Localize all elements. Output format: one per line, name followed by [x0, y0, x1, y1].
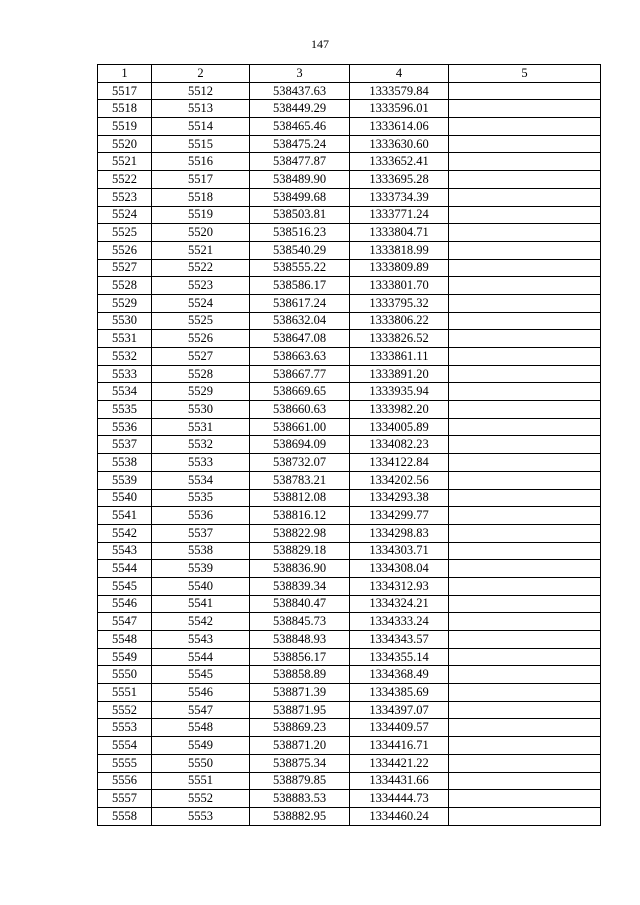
table-cell-col-4: 1333891.20 — [350, 365, 449, 383]
table-cell-col-3: 538499.68 — [250, 188, 350, 206]
table-cell-col-4: 1334082.23 — [350, 436, 449, 454]
table-cell-col-4: 1333806.22 — [350, 312, 449, 330]
table-cell-col-5 — [449, 135, 601, 153]
table-cell-col-4: 1333734.39 — [350, 188, 449, 206]
table-cell-col-2: 5539 — [152, 560, 250, 578]
table-cell-col-5 — [449, 259, 601, 277]
table-cell-col-3: 538816.12 — [250, 507, 350, 525]
table-cell-col-5 — [449, 560, 601, 578]
table-cell-col-1: 5546 — [98, 595, 152, 613]
table-row — [98, 241, 601, 259]
table-cell-col-4: 1333804.71 — [350, 224, 449, 242]
table-cell-col-5 — [449, 153, 601, 171]
table-cell-col-5 — [449, 595, 601, 613]
table-cell-col-5 — [449, 577, 601, 595]
table-cell-col-4: 1334343.57 — [350, 631, 449, 649]
table-cell-col-3: 538783.21 — [250, 471, 350, 489]
table-cell-col-3: 538660.63 — [250, 401, 350, 419]
table-cell-col-2: 5543 — [152, 631, 250, 649]
table-cell-col-4: 1334460.24 — [350, 807, 449, 825]
table-row — [98, 330, 601, 348]
table-cell-col-4: 1334298.83 — [350, 524, 449, 542]
table-row — [98, 118, 601, 136]
table-cell-col-5 — [449, 454, 601, 472]
table-cell-col-5 — [449, 82, 601, 100]
table-cell-col-1: 5539 — [98, 471, 152, 489]
table-cell-col-4: 1333596.01 — [350, 100, 449, 118]
table-cell-col-1: 5517 — [98, 82, 152, 100]
table-cell-col-3: 538882.95 — [250, 807, 350, 825]
table-cell-col-5 — [449, 754, 601, 772]
table-cell-col-2: 5521 — [152, 241, 250, 259]
table-cell-col-5 — [449, 365, 601, 383]
table-cell-col-5 — [449, 524, 601, 542]
header-row — [98, 65, 601, 83]
table-cell-col-3: 538869.23 — [250, 719, 350, 737]
table-cell-col-1: 5543 — [98, 542, 152, 560]
table-cell-col-4: 1334416.71 — [350, 737, 449, 755]
table-cell-col-2: 5516 — [152, 153, 250, 171]
table-cell-col-1: 5537 — [98, 436, 152, 454]
table-cell-col-5 — [449, 330, 601, 348]
table-cell-col-4: 1333982.20 — [350, 401, 449, 419]
table-cell-col-1: 5557 — [98, 790, 152, 808]
table-cell-col-4: 1333795.32 — [350, 294, 449, 312]
table-cell-col-5 — [449, 719, 601, 737]
table-cell-col-3: 538475.24 — [250, 135, 350, 153]
table-cell-col-2: 5517 — [152, 171, 250, 189]
table-cell-col-4: 1334299.77 — [350, 507, 449, 525]
table-cell-col-3: 538694.09 — [250, 436, 350, 454]
table-row — [98, 754, 601, 772]
table-cell-col-2: 5526 — [152, 330, 250, 348]
table-cell-col-4: 1333579.84 — [350, 82, 449, 100]
table-row — [98, 807, 601, 825]
table-cell-col-2: 5538 — [152, 542, 250, 560]
table-cell-col-4: 1333935.94 — [350, 383, 449, 401]
table-cell-col-2: 5546 — [152, 684, 250, 702]
table-row — [98, 188, 601, 206]
table-cell-col-4: 1333809.89 — [350, 259, 449, 277]
table-cell-col-2: 5549 — [152, 737, 250, 755]
table-row — [98, 436, 601, 454]
table-cell-col-1: 5540 — [98, 489, 152, 507]
table-cell-col-5 — [449, 206, 601, 224]
table-cell-col-3: 538555.22 — [250, 259, 350, 277]
header-cell-col-2: 2 — [152, 65, 250, 83]
table-cell-col-1: 5526 — [98, 241, 152, 259]
table-cell-col-5 — [449, 171, 601, 189]
table-cell-col-2: 5512 — [152, 82, 250, 100]
table-cell-col-3: 538845.73 — [250, 613, 350, 631]
table-cell-col-2: 5529 — [152, 383, 250, 401]
table-cell-col-2: 5553 — [152, 807, 250, 825]
table-cell-col-5 — [449, 613, 601, 631]
table-row — [98, 507, 601, 525]
table-cell-col-1: 5525 — [98, 224, 152, 242]
table-row — [98, 206, 601, 224]
table-row — [98, 542, 601, 560]
table-cell-col-1: 5519 — [98, 118, 152, 136]
table-cell-col-4: 1334005.89 — [350, 418, 449, 436]
table-cell-col-2: 5513 — [152, 100, 250, 118]
table-cell-col-4: 1333695.28 — [350, 171, 449, 189]
table-cell-col-3: 538732.07 — [250, 454, 350, 472]
table-cell-col-3: 538871.39 — [250, 684, 350, 702]
table-cell-col-3: 538503.81 — [250, 206, 350, 224]
table-cell-col-3: 538883.53 — [250, 790, 350, 808]
table-row — [98, 312, 601, 330]
table-cell-col-2: 5527 — [152, 348, 250, 366]
table-row — [98, 418, 601, 436]
table-cell-col-5 — [449, 241, 601, 259]
table-cell-col-4: 1333826.52 — [350, 330, 449, 348]
table-row — [98, 489, 601, 507]
table-row — [98, 648, 601, 666]
table-cell-col-1: 5535 — [98, 401, 152, 419]
table-cell-col-5 — [449, 312, 601, 330]
table-cell-col-5 — [449, 188, 601, 206]
table-row — [98, 82, 601, 100]
table-row — [98, 171, 601, 189]
table-cell-col-2: 5540 — [152, 577, 250, 595]
table-cell-col-3: 538516.23 — [250, 224, 350, 242]
table-row — [98, 790, 601, 808]
table-cell-col-1: 5529 — [98, 294, 152, 312]
table-cell-col-1: 5556 — [98, 772, 152, 790]
table-cell-col-4: 1333818.99 — [350, 241, 449, 259]
table-cell-col-2: 5535 — [152, 489, 250, 507]
table-cell-col-2: 5532 — [152, 436, 250, 454]
table-cell-col-1: 5530 — [98, 312, 152, 330]
table-row — [98, 259, 601, 277]
table-cell-col-1: 5545 — [98, 577, 152, 595]
table-cell-col-2: 5547 — [152, 701, 250, 719]
table-cell-col-1: 5538 — [98, 454, 152, 472]
table-row — [98, 560, 601, 578]
table-cell-col-5 — [449, 224, 601, 242]
table-cell-col-3: 538663.63 — [250, 348, 350, 366]
table-cell-col-1: 5518 — [98, 100, 152, 118]
table-cell-col-1: 5552 — [98, 701, 152, 719]
table-cell-col-2: 5533 — [152, 454, 250, 472]
table-cell-col-5 — [449, 489, 601, 507]
table-cell-col-2: 5515 — [152, 135, 250, 153]
table-cell-col-1: 5524 — [98, 206, 152, 224]
table-row — [98, 684, 601, 702]
table-cell-col-2: 5525 — [152, 312, 250, 330]
table-row — [98, 524, 601, 542]
table-cell-col-2: 5523 — [152, 277, 250, 295]
table-cell-col-3: 538836.90 — [250, 560, 350, 578]
table-cell-col-3: 538875.34 — [250, 754, 350, 772]
table-cell-col-5 — [449, 772, 601, 790]
table-cell-col-1: 5521 — [98, 153, 152, 171]
table-row — [98, 100, 601, 118]
table-cell-col-2: 5514 — [152, 118, 250, 136]
table-cell-col-4: 1333861.11 — [350, 348, 449, 366]
table-cell-col-1: 5548 — [98, 631, 152, 649]
table-cell-col-3: 538848.93 — [250, 631, 350, 649]
table-cell-col-1: 5536 — [98, 418, 152, 436]
page-number: 147 — [311, 37, 329, 51]
table-cell-col-2: 5550 — [152, 754, 250, 772]
table-cell-col-1: 5528 — [98, 277, 152, 295]
table-cell-col-4: 1333801.70 — [350, 277, 449, 295]
table-cell-col-2: 5530 — [152, 401, 250, 419]
table-row — [98, 613, 601, 631]
table-cell-col-3: 538879.85 — [250, 772, 350, 790]
table-cell-col-5 — [449, 383, 601, 401]
table-cell-col-3: 538856.17 — [250, 648, 350, 666]
table-cell-col-4: 1334333.24 — [350, 613, 449, 631]
table-cell-col-4: 1334397.07 — [350, 701, 449, 719]
table-cell-col-3: 538647.08 — [250, 330, 350, 348]
table-cell-col-5 — [449, 701, 601, 719]
table-cell-col-2: 5545 — [152, 666, 250, 684]
table-cell-col-2: 5542 — [152, 613, 250, 631]
table-cell-col-4: 1334312.93 — [350, 577, 449, 595]
table-cell-col-4: 1334409.57 — [350, 719, 449, 737]
table-cell-col-3: 538667.77 — [250, 365, 350, 383]
table-row — [98, 666, 601, 684]
table-cell-col-5 — [449, 684, 601, 702]
table-cell-col-3: 538489.90 — [250, 171, 350, 189]
table-cell-col-5 — [449, 401, 601, 419]
table-cell-col-1: 5547 — [98, 613, 152, 631]
table-body — [98, 82, 601, 825]
table-row — [98, 471, 601, 489]
table-row — [98, 454, 601, 472]
table-row — [98, 277, 601, 295]
table-row — [98, 595, 601, 613]
table-cell-col-2: 5522 — [152, 259, 250, 277]
table-cell-col-1: 5531 — [98, 330, 152, 348]
table-cell-col-3: 538632.04 — [250, 312, 350, 330]
table-cell-col-2: 5534 — [152, 471, 250, 489]
table-cell-col-1: 5542 — [98, 524, 152, 542]
table-cell-col-3: 538840.47 — [250, 595, 350, 613]
table-cell-col-3: 538669.65 — [250, 383, 350, 401]
table-row — [98, 772, 601, 790]
table-cell-col-4: 1334385.69 — [350, 684, 449, 702]
table-cell-col-3: 538540.29 — [250, 241, 350, 259]
table-row — [98, 401, 601, 419]
table-cell-col-5 — [449, 471, 601, 489]
table-row — [98, 701, 601, 719]
table-cell-col-1: 5527 — [98, 259, 152, 277]
table-cell-col-4: 1334202.56 — [350, 471, 449, 489]
table-cell-col-2: 5536 — [152, 507, 250, 525]
table-cell-col-3: 538871.95 — [250, 701, 350, 719]
table-cell-col-3: 538437.63 — [250, 82, 350, 100]
table-cell-col-1: 5551 — [98, 684, 152, 702]
table-cell-col-5 — [449, 100, 601, 118]
table-cell-col-3: 538812.08 — [250, 489, 350, 507]
table-cell-col-5 — [449, 666, 601, 684]
table-cell-col-4: 1333614.06 — [350, 118, 449, 136]
table-cell-col-1: 5550 — [98, 666, 152, 684]
table-row — [98, 631, 601, 649]
table-cell-col-3: 538617.24 — [250, 294, 350, 312]
table-cell-col-2: 5552 — [152, 790, 250, 808]
table-cell-col-4: 1334303.71 — [350, 542, 449, 560]
table-cell-col-2: 5531 — [152, 418, 250, 436]
table-cell-col-5 — [449, 631, 601, 649]
table-cell-col-1: 5533 — [98, 365, 152, 383]
table-row — [98, 348, 601, 366]
header-cell-col-4: 4 — [350, 65, 449, 83]
table-cell-col-1: 5558 — [98, 807, 152, 825]
header-cell-col-5: 5 — [449, 65, 601, 83]
table-cell-col-2: 5524 — [152, 294, 250, 312]
table-row — [98, 294, 601, 312]
table-cell-col-4: 1334431.66 — [350, 772, 449, 790]
table-cell-col-5 — [449, 648, 601, 666]
table-cell-col-4: 1334293.38 — [350, 489, 449, 507]
table-cell-col-3: 538829.18 — [250, 542, 350, 560]
table-row — [98, 383, 601, 401]
table-row — [98, 719, 601, 737]
table-cell-col-2: 5520 — [152, 224, 250, 242]
table-cell-col-2: 5544 — [152, 648, 250, 666]
table-cell-col-3: 538871.20 — [250, 737, 350, 755]
table-cell-col-5 — [449, 436, 601, 454]
table-cell-col-5 — [449, 294, 601, 312]
table-cell-col-4: 1334122.84 — [350, 454, 449, 472]
table-cell-col-3: 538661.00 — [250, 418, 350, 436]
table-cell-col-4: 1333630.60 — [350, 135, 449, 153]
table-cell-col-3: 538449.29 — [250, 100, 350, 118]
table-cell-col-2: 5518 — [152, 188, 250, 206]
coordinates-table — [97, 64, 601, 826]
table-cell-col-5 — [449, 790, 601, 808]
table-cell-col-2: 5519 — [152, 206, 250, 224]
table-cell-col-3: 538586.17 — [250, 277, 350, 295]
table-cell-col-3: 538477.87 — [250, 153, 350, 171]
table-cell-col-5 — [449, 418, 601, 436]
table-row — [98, 153, 601, 171]
table-cell-col-2: 5551 — [152, 772, 250, 790]
table-cell-col-3: 538822.98 — [250, 524, 350, 542]
header-cell-col-1: 1 — [98, 65, 152, 83]
header-cell-col-3: 3 — [250, 65, 350, 83]
table-cell-col-5 — [449, 542, 601, 560]
table-cell-col-4: 1334368.49 — [350, 666, 449, 684]
table-cell-col-4: 1334324.21 — [350, 595, 449, 613]
table-cell-col-4: 1334421.22 — [350, 754, 449, 772]
table-cell-col-4: 1334308.04 — [350, 560, 449, 578]
table-cell-col-4: 1334355.14 — [350, 648, 449, 666]
table-cell-col-3: 538465.46 — [250, 118, 350, 136]
table-cell-col-4: 1334444.73 — [350, 790, 449, 808]
table-cell-col-1: 5541 — [98, 507, 152, 525]
table-cell-col-3: 538839.34 — [250, 577, 350, 595]
table-cell-col-1: 5549 — [98, 648, 152, 666]
table-cell-col-2: 5548 — [152, 719, 250, 737]
table-row — [98, 365, 601, 383]
table-cell-col-5 — [449, 807, 601, 825]
table-cell-col-1: 5523 — [98, 188, 152, 206]
table-cell-col-1: 5544 — [98, 560, 152, 578]
table-cell-col-3: 538858.89 — [250, 666, 350, 684]
table-cell-col-5 — [449, 507, 601, 525]
table-cell-col-5 — [449, 737, 601, 755]
table-row — [98, 577, 601, 595]
table-cell-col-1: 5553 — [98, 719, 152, 737]
table-cell-col-4: 1333652.41 — [350, 153, 449, 171]
table-cell-col-1: 5532 — [98, 348, 152, 366]
table-cell-col-1: 5522 — [98, 171, 152, 189]
table-cell-col-1: 5534 — [98, 383, 152, 401]
table-cell-col-1: 5555 — [98, 754, 152, 772]
table-cell-col-1: 5520 — [98, 135, 152, 153]
table-cell-col-2: 5537 — [152, 524, 250, 542]
table-row — [98, 135, 601, 153]
table-cell-col-2: 5541 — [152, 595, 250, 613]
table-cell-col-5 — [449, 277, 601, 295]
table-cell-col-1: 5554 — [98, 737, 152, 755]
table-cell-col-4: 1333771.24 — [350, 206, 449, 224]
table-row — [98, 737, 601, 755]
table-header — [98, 65, 601, 83]
table-cell-col-5 — [449, 348, 601, 366]
table-cell-col-2: 5528 — [152, 365, 250, 383]
table-row — [98, 224, 601, 242]
table-cell-col-5 — [449, 118, 601, 136]
